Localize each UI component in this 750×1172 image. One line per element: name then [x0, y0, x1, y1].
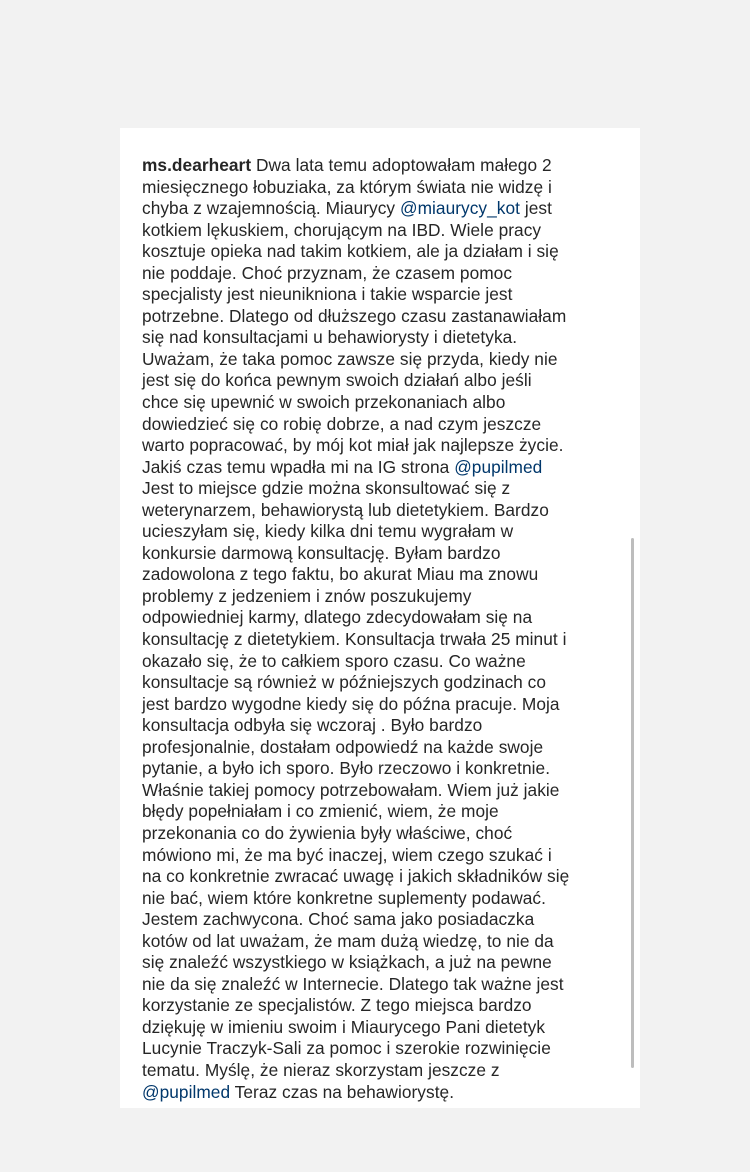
caption-line: korzystanie ze specjalistów. Z tego miejsca bardzo — [142, 995, 532, 1016]
caption-line: kotkiem lękuskiem, chorującym na IBD. Wiele pracy — [142, 219, 542, 240]
caption-line-text: chyba z wzajemnością. Miaurycy — [142, 198, 400, 219]
caption-line: jest się do końca pewnym swoich działań albo jeśli — [142, 370, 532, 391]
post-caption-card — [120, 128, 640, 1108]
caption-line-text: Teraz czas na behawiorystę. — [230, 1081, 455, 1102]
caption-line: nie poddaje. Choć przyznam, że czasem pomoc — [142, 262, 513, 283]
caption-line-text: jest — [519, 198, 552, 219]
caption-line: kotów od lat uważam, że mam dużą wiedzę, to nie da — [142, 930, 554, 951]
caption-line-text: Jakiś czas temu wpadła mi na IG strona — [142, 456, 455, 477]
caption-line: na co konkretnie zwracać uwagę i jakich składników się — [142, 866, 570, 887]
username-link[interactable]: ms.dearheart — [142, 155, 252, 175]
caption-line: konsultacja odbyła się wczoraj . Było bardzo — [142, 715, 483, 736]
caption-line: problemy z jedzeniem i znów poszukujemy — [142, 585, 472, 606]
caption-line: się znaleźć wszystkiego w książkach, a już na pewne — [142, 952, 552, 973]
caption-line: jest bardzo wygodne kiedy się do późna pracuje. Moja — [142, 693, 560, 714]
caption-line: warto popracować, by mój kot miał jak najlepsze życie. — [142, 435, 564, 456]
caption-line: Uważam, że taka pomoc zawsze się przyda, kiedy nie — [142, 348, 558, 369]
caption-line: błędy popełniałam i co zmienić, wiem, że moje — [142, 801, 499, 822]
caption-line: przekonania co do żywienia były właściwe, choć — [142, 822, 513, 843]
caption-line: konkursie darmową konsultację. Byłam bardzo — [142, 542, 501, 563]
caption-line: konsultacje są również w późniejszych godzinach co — [142, 672, 547, 693]
caption-line: dowiedzieć się co robię dobrze, a nad czym jeszcze — [142, 413, 542, 434]
caption-line: Właśnie takiej pomocy potrzebowałam. Wiem już jakie — [142, 779, 560, 800]
caption-line: tematu. Myślę, że nieraz skorzystam jeszcze z — [142, 1059, 500, 1080]
caption-line: mówiono mi, że ma być inaczej, wiem czego szukać i — [142, 844, 552, 865]
caption-line — [142, 155, 622, 177]
caption-line: nie da się znaleźć w Internecie. Dlatego tak ważne jest — [142, 973, 564, 994]
mention-pupilmed-end[interactable]: @pupilmed — [142, 1081, 231, 1102]
scrollbar[interactable] — [631, 538, 634, 1068]
caption-line — [142, 457, 622, 479]
caption-line: ucieszyłam się, kiedy kilka dni temu wygrałam w — [142, 521, 514, 542]
caption-line: Jest to miejsce gdzie można skonsultować się z — [142, 478, 511, 499]
caption-line: profesjonalnie, dostałam odpowiedź na każde swoje — [142, 736, 544, 757]
caption-line: pytanie, a było ich sporo. Było rzeczowo i konkretnie. — [142, 758, 551, 779]
caption-line: dziękuję w imieniu swoim i Miaurycego Pani dietetyk — [142, 1016, 546, 1037]
caption-line: nie bać, wiem które konkretne suplementy podawać. — [142, 887, 546, 908]
caption-line — [142, 198, 622, 220]
caption-line: miesięcznego łobuziaka, za którym świata nie widzę i — [142, 176, 552, 197]
caption-line — [142, 1082, 622, 1104]
caption-line: specjalisty jest nieunikniona i takie wsparcie jest — [142, 284, 513, 305]
caption-line-text: Dwa lata temu adoptowałam małego 2 — [251, 155, 552, 175]
caption-line: potrzebne. Dlatego od dłuższego czasu zastanawiałam — [142, 305, 567, 326]
caption-line: okazało się, że to całkiem sporo czasu. Co ważne — [142, 650, 526, 671]
caption-line: zadowolona z tego faktu, bo akurat Miau ma znowu — [142, 564, 539, 585]
caption-line: weterynarzem, behawiorystą lub dietetykiem. Bardzo — [142, 499, 549, 520]
caption-line: Jestem zachwycona. Choć sama jako posiadaczka — [142, 909, 535, 930]
caption-line: Lucynie Traczyk-Sali za pomoc i szerokie rozwinięcie — [142, 1038, 551, 1059]
caption-text — [142, 155, 622, 1103]
caption-line: kosztuje opieka nad takim kotkiem, ale ja działam i się — [142, 241, 559, 262]
mention-miaurycy-kot[interactable]: @miaurycy_kot — [399, 198, 520, 219]
mention-pupilmed[interactable]: @pupilmed — [454, 456, 543, 477]
caption-line: się nad konsultacjami u behawiorysty i dietetyka. — [142, 327, 518, 348]
caption-line: konsultację z dietetykiem. Konsultacja trwała 25 minut i — [142, 629, 567, 650]
caption-line: chce się upewnić w swoich przekonaniach albo — [142, 392, 506, 413]
caption-line: odpowiedniej karmy, dlatego zdecydowałam się na — [142, 607, 533, 628]
